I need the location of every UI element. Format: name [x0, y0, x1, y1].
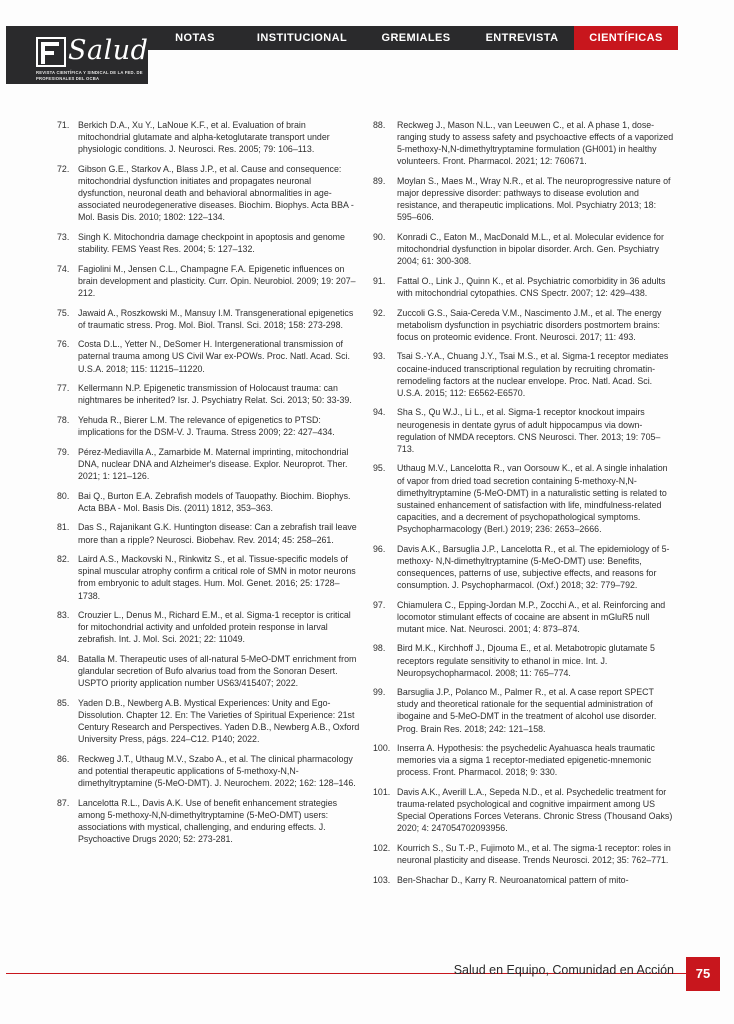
reference-text: Chiamulera C., Epping-Jordan M.P., Zocchi A., et al. Reinforcing and locomotor stimulant effects of cocaine are absent in mGluR5 null mutant mice. Nat. Neurosci. 2001; 4: 873–874.: [397, 599, 666, 634]
reference-text: Bai Q., Burton E.A. Zebrafish models of Tauopathy. Biochim. Biophys. Acta BBA - Mol. Basis Dis. (2011) 1812, 353–363.: [78, 490, 351, 513]
reference-item: [57, 119, 360, 155]
nav-item-cientificas[interactable]: CIENTÍFICAS: [574, 26, 678, 50]
reference-number: 92.: [373, 307, 386, 318]
reference-item: [57, 697, 360, 745]
reference-text: Fattal O., Link J., Quinn K., et al. Psychiatric comorbidity in 36 adults with mitochondrial cytopathies. CNS Spectr. 2007; 12: 429–438.: [397, 275, 666, 298]
reference-item: [373, 786, 677, 834]
reference-text: Batalla M. Therapeutic uses of all-natural 5-MeO-DMT enrichment from glandular secretion of Bufo alvarius toad from the Sonoran Desert. USPTO priority application number US63/415407; 2022.: [78, 654, 357, 689]
reference-number: 96.: [373, 543, 386, 554]
reference-number: 79.: [57, 446, 70, 457]
references-right-column: [373, 119, 677, 894]
reference-text: Lancelotta R.L., Davis A.K. Use of benefit enhancement strategies among 5-methoxy-N,N-dimethyltryptamine (5-MeO-DMT) users: associations with mystical, challenging, and enduring effects. J. Psychoactive Drugs 2020; 52: 273-281.: [78, 797, 338, 845]
reference-number: 86.: [57, 753, 70, 764]
reference-item: [373, 742, 677, 778]
reference-item: [373, 406, 677, 454]
reference-text: Uthaug M.V., Lancelotta R., van Oorsouw K., et al. A single inhalation of vapor from dried toad secretion containing 5-methoxy-N,N-dimethyltryptamine (5-MeO-DMT) in a naturalistic setting is related to sustained enhancement of satisfaction with life, mindfulness-related capacities, and a decrement of psychopathological symptoms. Psychopharmacology (Berl.) 2019; 236: 2653–2666.: [397, 463, 668, 534]
logo-mark-icon: [36, 37, 66, 67]
reference-text: Moylan S., Maes M., Wray N.R., et al. The neuroprogressive nature of major depressive disorder: pathways to disease evolution and resistance, and therapeutic implications. Mol. Psychiatry 2013; 18: 595–606.: [397, 175, 671, 223]
reference-number: 72.: [57, 163, 70, 174]
reference-text: Yehuda R., Bierer L.M. The relevance of epigenetics to PTSD: implications for the DSM-V. J. Trauma. Stress 2009; 22: 427–434.: [78, 415, 335, 438]
reference-number: 81.: [57, 522, 70, 533]
reference-number: 77.: [57, 383, 70, 394]
reference-item: [373, 350, 677, 398]
reference-item: [57, 553, 360, 601]
reference-number: 75.: [57, 307, 70, 318]
reference-text: Sha S., Qu W.J., Li L., et al. Sigma-1 receptor knockout impairs neurogenesis in dentate gyrus of adult hippocampus via down-regulation of NMDA receptors. CNS Neurosci. Ther. 2013; 19: 705–713.: [397, 407, 661, 454]
reference-number: 100.: [373, 743, 391, 754]
reference-text: Reckweg J.T., Uthaug M.V., Szabo A., et al. The clinical pharmacology and potential therapeutic applications of 5-methoxy-N,N-dimethyltryptamine (5-MeO-DMT). J. Neurochem. 2022; 162: 128–146.: [78, 753, 356, 789]
reference-item: [373, 307, 677, 343]
reference-item: [57, 521, 360, 545]
reference-text: Laird A.S., Mackovski N., Rinkwitz S., et al. Tissue-specific models of spinal muscular atrophy confirm a critical role of SMN in motor neurons from embryonic to adult stages. Hum. Mol. Genet. 2016; 25: 1728–1738.: [78, 554, 356, 601]
reference-number: 98.: [373, 643, 386, 654]
reference-number: 90.: [373, 231, 386, 242]
reference-number: 82.: [57, 554, 70, 565]
nav-item-entrevista[interactable]: ENTREVISTA: [485, 32, 559, 44]
reference-item: [373, 231, 677, 267]
reference-item: [373, 275, 677, 299]
reference-item: [57, 446, 360, 482]
references-left-column: [57, 119, 360, 853]
nav-item-gremiales[interactable]: GREMIALES: [381, 32, 451, 44]
reference-item: [57, 338, 360, 374]
reference-text: Ben-Shachar D., Karry R. Neuroanatomical pattern of mito-: [397, 874, 629, 885]
reference-text: Fagiolini M., Jensen C.L., Champagne F.A. Epigenetic influences on brain development and plasticity. Curr. Opin. Neurobiol. 2009; 19: 207–212.: [78, 263, 356, 298]
reference-number: 78.: [57, 415, 70, 426]
reference-text: Jawaid A., Roszkowski M., Mansuy I.M. Transgenerational epigenetics of traumatic stress. Prog. Mol. Biol. Transl. Sci. 2018; 158: 273-298.: [78, 307, 354, 330]
reference-text: Bird M.K., Kirchhoff J., Djouma E., et al. Metabotropic glutamate 5 receptors regulate sensitivity to ethanol in mice. Int. J. Neuropsychopharmacol. 2008; 11: 765–774.: [397, 643, 655, 678]
reference-item: [57, 263, 360, 299]
reference-text: Inserra A. Hypothesis: the psychedelic Ayahuasca heals traumatic memories via a sigma 1 receptor-mediated epigenetic-mnemonic process. Front. Pharmacol. 2018; 9: 330.: [397, 743, 655, 778]
reference-item: [57, 307, 360, 331]
reference-item: [57, 490, 360, 514]
reference-number: 80.: [57, 490, 70, 501]
reference-item: [57, 753, 360, 789]
reference-number: 76.: [57, 339, 70, 350]
reference-item: [57, 414, 360, 438]
reference-text: Singh K. Mitochondria damage checkpoint in apoptosis and genome stability. FEMS Yeast Res. 2004; 5: 127–132.: [78, 231, 345, 255]
reference-text: Tsai S.-Y.A., Chuang J.Y., Tsai M.S., et al. Sigma-1 receptor mediates cocaine-induced transcriptional regulation by recruiting chromatin-remodeling factors at the nuclear envelope. Proc. Natl. Acad. Sci. U.S.A. 2015; 112: E6562-E6570.: [397, 351, 669, 398]
reference-text: Barsuglia J.P., Polanco M., Palmer R., et al. A case report SPECT study and theoretical rationale for the sequential administration of ibogaine and 5-MeO-DMT in the treatment of alcohol use disorder. Prog. Brain Res. 2018; 242: 121–158.: [397, 687, 657, 734]
reference-number: 89.: [373, 175, 386, 186]
reference-text: Crouzier L., Denus M., Richard E.M., et al. Sigma-1 receptor is critical for mitochondrial activity and unfolded protein response in larval zebrafish. Int. J. Mol. Sci. 2021; 22: 11049.: [78, 610, 351, 645]
reference-item: [373, 874, 677, 886]
reference-number: 95.: [373, 463, 386, 474]
reference-item: [57, 163, 360, 223]
reference-number: 85.: [57, 697, 70, 708]
reference-number: 84.: [57, 654, 70, 665]
reference-text: Das S., Rajanikant G.K. Huntington disease: Can a zebrafish trail leave more than a ripple? Neurosci. Biobehav. Rev. 2014; 45: 258–261.: [78, 522, 357, 545]
logo-tagline: REVISTA CIENTÍFICA Y SINDICAL DE LA FED. DE PROFESIONALES DEL OCBA: [36, 70, 143, 81]
reference-item: [57, 797, 360, 845]
nav-item-institucional[interactable]: INSTITUCIONAL: [256, 32, 348, 44]
reference-item: [57, 231, 360, 255]
reference-number: 101.: [373, 787, 391, 798]
reference-text: Yaden D.B., Newberg A.B. Mystical Experiences: Unity and Ego-Dissolution. Chapter 12. En: The Varieties of Spiritual Experience: 21st Century Research and Perspectives. Yaden D.B., Newberg A.B., Oxford University Press, págs. 224–C12. P140; 2022.: [78, 697, 360, 745]
reference-text: Davis A.K., Barsuglia J.P., Lancelotta R., et al. The epidemiology of 5-methoxy- N,N-dimethyltryptamine (5-MeO-DMT) use: Benefits, consequences, patterns of use, subjective effects, and reasons for consumption. J. Psychopharmacol. (Oxf.) 2018; 32: 779–792.: [397, 543, 670, 590]
reference-number: 94.: [373, 407, 386, 418]
reference-number: 87.: [57, 797, 70, 808]
reference-number: 74.: [57, 263, 70, 274]
reference-number: 97.: [373, 599, 386, 610]
reference-text: Berkich D.A., Xu Y., LaNoue K.F., et al. Evaluation of brain mitochondrial glutamate and alpha-ketoglutarate transport under physiologic conditions. J. Neurosci. Res. 2005; 79: 106–113.: [78, 120, 330, 155]
reference-text: Reckweg J., Mason N.L., van Leeuwen C., et al. A phase 1, dose-ranging study to assess safety and psychoactive effects of a vaporized 5-methoxy-N,N-dimethyltryptamine formulation (GH001) in healthy volunteers. Front. Pharmacol. 2021; 12: 760671.: [397, 120, 674, 167]
nav-item-notas[interactable]: NOTAS: [175, 32, 215, 44]
reference-item: [373, 175, 677, 223]
header: [0, 26, 734, 84]
reference-item: [57, 609, 360, 645]
reference-number: 103.: [373, 874, 391, 885]
logo[interactable]: [6, 26, 148, 84]
reference-text: Gibson G.E., Starkov A., Blass J.P., et al. Cause and consequence: mitochondrial dysfunction initiates and propagates neuronal dysfunction, neuronal death and behavioral abnormalities in age-associated neurodegenerative diseases. Biochim. Biophys. Acta BBA - Mol. Basis Dis. 2010; 1802: 122–134.: [78, 163, 354, 223]
logo-wordmark: Salud: [68, 35, 149, 66]
reference-text: Costa D.L., Yetter N., DeSomer H. Intergenerational transmission of paternal trauma among US Civil War ex-POWs. Proc. Natl. Acad. Sci. U.S.A. 2018; 115: 11215–11220.: [78, 339, 350, 374]
reference-number: 73.: [57, 231, 70, 242]
reference-item: [373, 842, 677, 866]
reference-text: Zuccoli G.S., Saia-Cereda V.M., Nascimento J.M., et al. The energy metabolism dysfunction in psychiatric disorders postmortem brains: focus on proteomic evidence. Front. Neurosci. 2017; 11: 493.: [397, 307, 662, 342]
reference-item: [373, 462, 677, 535]
reference-item: [57, 382, 360, 406]
reference-text: Konradi C., Eaton M., MacDonald M.L., et al. Molecular evidence for mitochondrial dysfunction in bipolar disorder. Arch. Gen. Psychiatry 2004; 61: 300-308.: [397, 231, 664, 267]
reference-number: 93.: [373, 351, 386, 362]
reference-item: [373, 119, 677, 167]
reference-text: Pérez-Mediavilla A., Zamarbide M. Maternal imprinting, mitochondrial DNA, nuclear DNA and Alzheimer's disease. Explor. Neuroprot. Ther. 2021; 1: 121–126.: [78, 446, 349, 481]
reference-item: [373, 599, 677, 635]
reference-number: 83.: [57, 610, 70, 621]
reference-text: Davis A.K., Averill L.A., Sepeda N.D., et al. Psychedelic treatment for trauma-related psychological and cognitive impairment among US Special Operations Forces Veterans. Chronic Stress (Thousand Oaks) 2020; 4: 247054702093956.: [397, 787, 673, 834]
reference-text: Kourrich S., Su T.-P., Fujimoto M., et al. The sigma-1 receptor: roles in neuronal plasticity and disease. Trends Neurosci. 2012; 35: 762–771.: [397, 843, 671, 866]
reference-text: Kellermann N.P. Epigenetic transmission of Holocaust trauma: can nightmares be inherited? Isr. J. Psychiatry Relat. Sci. 2013; 50: 33-39.: [78, 383, 352, 406]
reference-number: 102.: [373, 843, 391, 854]
reference-item: [57, 653, 360, 689]
page-number-badge: 75: [686, 957, 720, 991]
reference-item: [373, 642, 677, 678]
reference-item: [373, 686, 677, 734]
reference-number: 88.: [373, 120, 386, 130]
reference-item: [373, 543, 677, 591]
footer-slogan: Salud en Equipo, Comunidad en Acción: [453, 963, 674, 977]
reference-number: 91.: [373, 275, 386, 286]
top-navigation: [148, 26, 678, 50]
reference-number: 71.: [57, 120, 70, 130]
reference-number: 99.: [373, 687, 386, 698]
